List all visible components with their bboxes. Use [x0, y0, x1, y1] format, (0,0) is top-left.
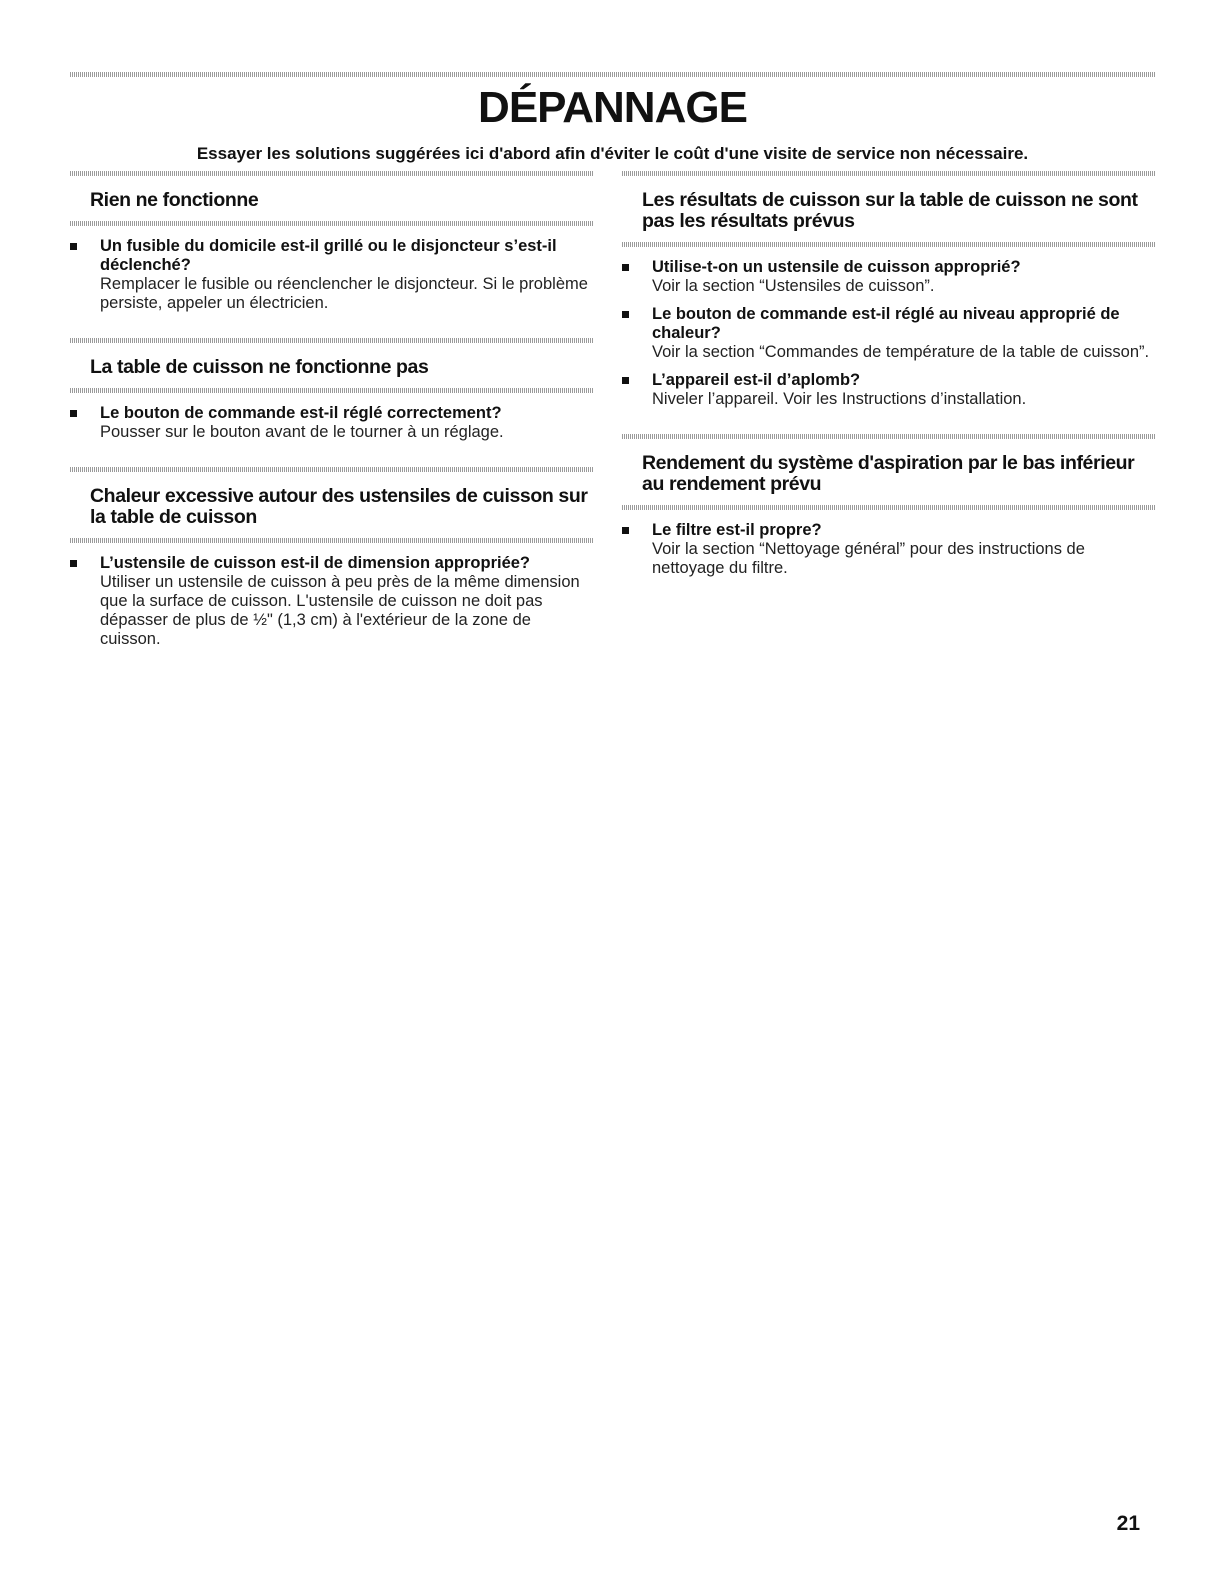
item-question: Le bouton de commande est-il réglé correctement?	[100, 404, 502, 422]
section-body	[70, 226, 594, 338]
item-answer: Niveler l’appareil. Voir les Instructions d’installation.	[652, 390, 1027, 408]
section-rien-ne-fonctionne	[70, 171, 594, 338]
section-body	[70, 393, 594, 467]
section-title: Rien ne fonctionne	[90, 189, 259, 211]
troubleshooting-item	[622, 305, 1155, 362]
section-chaleur-excessive	[70, 467, 594, 674]
section-title: La table de cuisson ne fonctionne pas	[90, 356, 429, 378]
item-answer: Pousser sur le bouton avant de le tourner à un réglage.	[100, 423, 504, 441]
square-bullet-icon	[70, 410, 77, 417]
section-table-ne-fonctionne-pas	[70, 338, 594, 467]
square-bullet-icon	[622, 264, 629, 271]
troubleshooting-item	[70, 404, 594, 442]
item-question: L’ustensile de cuisson est-il de dimension appropriée?	[100, 554, 531, 572]
item-question: Utilise-t-on un ustensile de cuisson approprié?	[652, 258, 1021, 276]
right-column	[622, 171, 1155, 603]
section-title: Les résultats de cuisson sur la table de cuisson ne sont pas les résultats prévus	[642, 189, 1138, 232]
item-answer: Voir la section “Commandes de température de la table de cuisson”.	[652, 343, 1150, 361]
item-answer: Remplacer le fusible ou réenclencher le disjoncteur. Si le problème persiste, appeler un électricien.	[100, 275, 588, 312]
square-bullet-icon	[70, 243, 77, 250]
item-question: Le filtre est-il propre?	[652, 521, 822, 539]
left-column	[70, 171, 594, 674]
item-question: Le bouton de commande est-il réglé au niveau approprié de chaleur?	[652, 305, 1120, 342]
item-question: Un fusible du domicile est-il grillé ou le disjoncteur s’est-il déclenché?	[100, 237, 557, 274]
section-resultats-cuisson	[622, 171, 1155, 434]
page-subtitle: Essayer les solutions suggérées ici d'abord afin d'éviter le coût d'une visite de service non nécessaire.	[196, 144, 1029, 163]
square-bullet-icon	[622, 311, 629, 318]
square-bullet-icon	[622, 527, 629, 534]
section-body	[622, 247, 1155, 434]
section-rendement-aspiration	[622, 434, 1155, 603]
item-answer: Voir la section “Nettoyage général” pour des instructions de nettoyage du filtre.	[652, 540, 1085, 577]
square-bullet-icon	[70, 560, 77, 567]
section-title: Chaleur excessive autour des ustensiles de cuisson sur la table de cuisson	[90, 485, 588, 528]
section-body	[622, 510, 1155, 603]
top-divider	[70, 72, 1155, 77]
square-bullet-icon	[622, 377, 629, 384]
troubleshooting-item	[70, 554, 594, 649]
page-number: 21	[1116, 1512, 1140, 1535]
item-question: L’appareil est-il d’aplomb?	[652, 371, 861, 389]
troubleshooting-item	[622, 371, 1155, 409]
troubleshooting-item	[622, 521, 1155, 578]
troubleshooting-item	[622, 258, 1155, 296]
troubleshooting-item	[70, 237, 594, 313]
section-body	[70, 543, 594, 674]
page-title: DÉPANNAGE	[478, 83, 747, 132]
item-answer: Utiliser un ustensile de cuisson à peu près de la même dimension que la surface de cuisson. L'ustensile de cuisson ne doit pas dépasser de plus de ½" (1,3 cm) à l'extérieur de la zone de cuisson.	[100, 573, 580, 648]
item-answer: Voir la section “Ustensiles de cuisson”.	[652, 277, 935, 295]
section-title: Rendement du système d'aspiration par le bas inférieur au rendement prévu	[642, 452, 1135, 495]
